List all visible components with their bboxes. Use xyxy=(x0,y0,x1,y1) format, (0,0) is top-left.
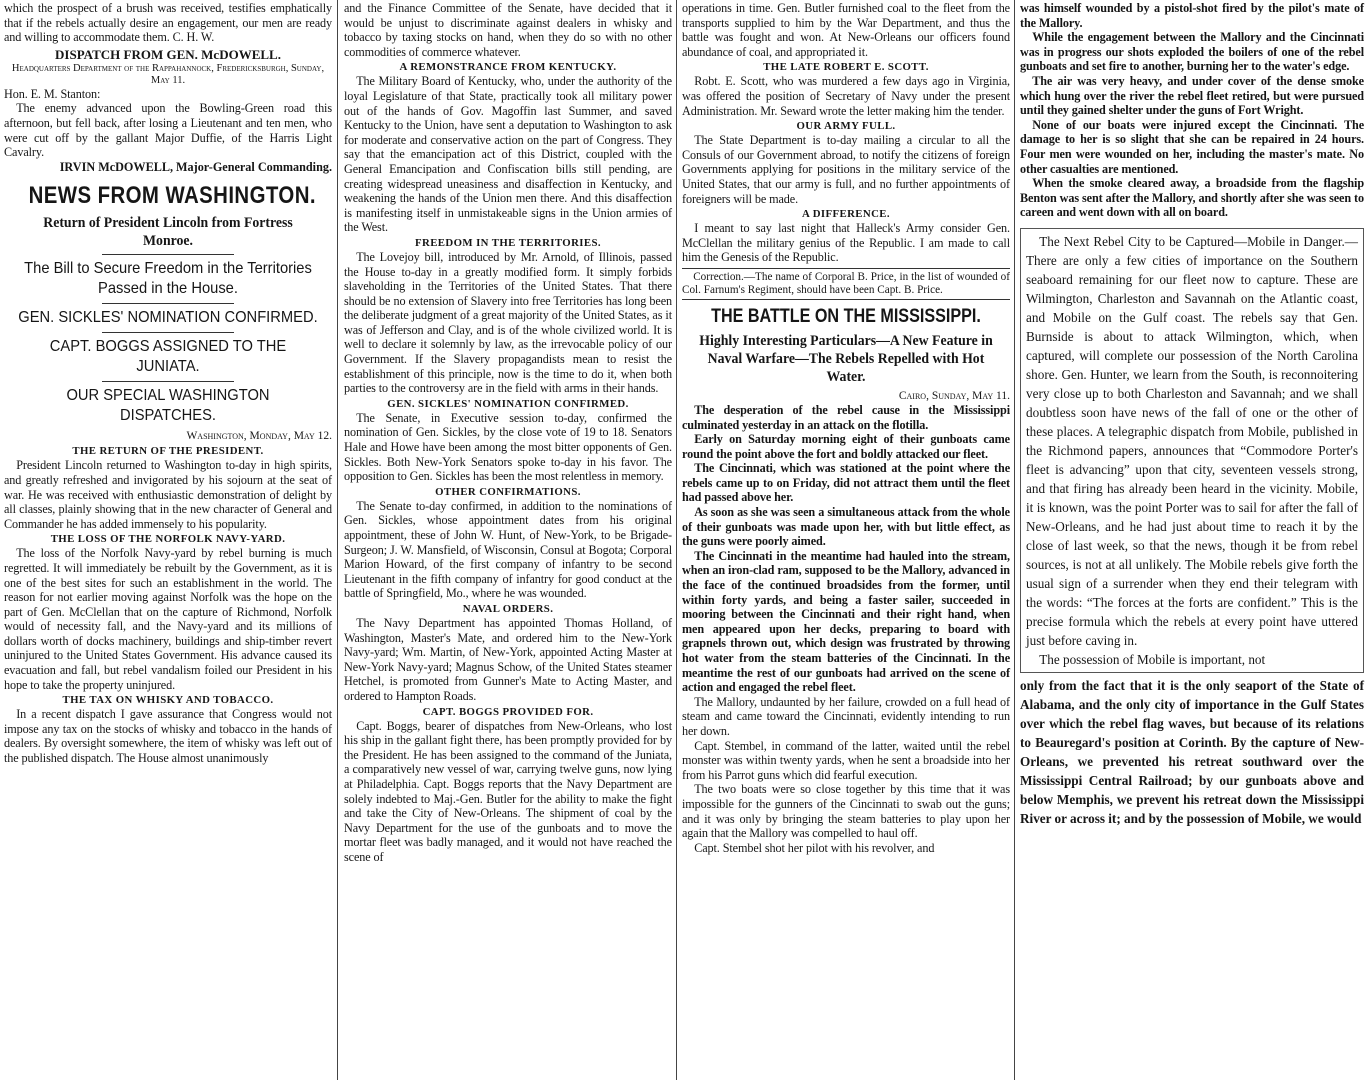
paragraph: Capt. Boggs, bearer of dispatches from New-Orleans, who lost his ship in the gallant fight there, has been promptly provided for by the President. He has been assigned to the command of the Juniata, a comparatively new vessel of war, carrying twelve guns, now lying at Philadelphia. Capt. Boggs reports that the Navy Department are solely indebted to Maj.-Gen. Butler for the ability to make the fight and take the City of New-Orleans. The shipment of coal by the Navy Department for the use of the gunboats and to move the mortar fleet was badly managed, and it would not have reached the scene of xyxy=(344,718,672,864)
section-heading: THE LATE ROBERT E. SCOTT. xyxy=(763,61,929,74)
column-1 xyxy=(0,0,336,767)
dateline: Cairo, Sunday, May 11. xyxy=(898,389,1010,402)
subheadline: The Bill to Secure Freedom in the Territories Passed in the House. xyxy=(24,260,312,298)
paragraph: The Mallory, undaunted by her failure, crowded on a full head of steam and came toward the Cincinnati, evidently intending to run her down. xyxy=(682,694,1010,738)
paragraph: which the prospect of a brush was received, testifies emphatically that if the rebels actually desire an engagement, our men are ready and willing to accommodate them. C. H. W. xyxy=(4,1,332,45)
section-heading: GEN. SICKLES' NOMINATION CONFIRMED. xyxy=(387,397,629,410)
paragraph: Early on Saturday morning eight of their gunboats came round the point above the fort and boldly attacked our fleet. xyxy=(682,432,1010,461)
section-heading: THE RETURN OF THE PRESIDENT. xyxy=(72,445,264,458)
column-3 xyxy=(678,0,1014,856)
paragraph: The Senate, in Executive session to-day, confirmed the nomination of Gen. Sickles, by the close vote of 19 to 18. Senators Hale and Howe have been among the most bitter opponents of Gen. Sickles. Both New-York Senators spoke to-day in his favor. The opposition to Gen. Sickles has been the most relentless in memory. xyxy=(344,410,672,484)
paragraph: Capt. Stembel shot her pilot with his revolver, and xyxy=(694,840,935,855)
paragraph: The desperation of the rebel cause in the Mississippi culminated yesterday in an attack on the flotilla. xyxy=(682,402,1010,432)
paragraph: The Senate to-day confirmed, in addition to the nominations of Gen. Sickles, whose appointment dates from his original appointment, these of John W. Hunt, of New-York, to be Brigade-Surgeon; J. W. Mansfield, of Wisconsin, Consul at Bogota; Corporal Marion Howard, of the first company of infantry to be second Lieutenant in the fifth company of infantry for good conduct at the battle of Springfield, Mo., where he was wounded. xyxy=(344,498,672,601)
subheadline: CAPT. BOGGS ASSIGNED TO THE JUNIATA. xyxy=(49,338,287,376)
column-divider xyxy=(1014,0,1015,1080)
headline: THE BATTLE ON THE MISSISSIPPI. xyxy=(711,305,981,327)
paragraph: The Navy Department has appointed Thomas Holland, of Washington, Master's Mate, and ordered him to the New-York Navy-yard; Wm. Martin, of New-York, appointed Acting Master at New-York Navy-yard; Magnus Schow, of the United States steamer Hetchel, is promoted from Gunner's Mate to Acting Master, and ordered to Hampton Roads. xyxy=(344,615,672,703)
separator xyxy=(102,254,233,255)
paragraph: was himself wounded by a pistol-shot fired by the pilot's mate of the Mallory. xyxy=(1020,1,1364,30)
paragraph: While the engagement between the Mallory and the Cincinnati was in progress our shots exploded the boilers of one of the rebel gunboats and set fire to another, burning her to the water's edge. xyxy=(1020,30,1364,74)
paragraph: only from the fact that it is the only seaport of the State of Alabama, and the only city of importance in the Gulf States over which the rebel flag waves, but because of its relations to Beauregard's position at Corinth. By the capture of New-Orleans, we prevented his retreat southward over the Mississippi Central Railroad; by our gunboats above and below Memphis, we prevent his retreat down the Mississippi River or across it; and by the possession of Mobile, we would xyxy=(1020,677,1364,826)
subheadline: Return of President Lincoln from Fortress Monroe. xyxy=(43,215,293,250)
paragraph: The Cincinnati in the meantime had hauled into the stream, when an iron-clad ram, supposed to be the Mallory, advanced in the face of the continued broadsides from the former, until within forty yards, and being a faster sailer, succeeded in mooring between the Cincinnati and their right hand, when men appeared upon her decks, preparing to board with grapnels thrown out, which design was frustrated by throwing hot water from the steam batteries of the Cincinnati. In the meantime the rest of our gunboats had arrived on the scene of action and engaged the rebel fleet. xyxy=(682,548,1010,695)
signature: IRVIN McDOWELL, Major-General Commanding. xyxy=(59,159,332,174)
section-heading: THE TAX ON WHISKY AND TOBACCO. xyxy=(62,694,274,707)
paragraph: I meant to say last night that Halleck's Army consider Gen. McClellan the military genius of the Republic. I am made to call him the Genesis of the Republic. xyxy=(682,221,1010,265)
headline: NEWS FROM WASHINGTON. xyxy=(28,182,316,210)
paragraph: Capt. Stembel, in command of the latter, waited until the rebel monster was within twenty yards, when he sent a broadside into her from his Parrot guns which did fearful execution. xyxy=(682,738,1010,782)
paragraph: operations in time. Gen. Butler furnished coal to the fleet from the transports supplied to him by the War Department, and thus the battle was fought and won. At New-Orleans our officers found abundance of coal, and appropriated it. xyxy=(682,1,1010,59)
paragraph: The loss of the Norfolk Navy-yard by rebel burning is much regretted. It will immediately be rebuilt by the Government, as it is one of the best sites for such an establishment in the world. The reason for not earlier moving against Norfolk was the hope on the part of Gen. McClellan that on the capture of Richmond, Norfolk would of necessity fall, and the Navy-yard and its millions of dollars worth of docks machinery, buildings and ship-timber revert uninjured to the United States Government. His advance caused its evacuation and fall, but rebel vandalism foiled our President in his hope to take the property uninjured. xyxy=(4,546,332,692)
column-divider xyxy=(676,0,677,1080)
subheadline: GEN. SICKLES' NOMINATION CONFIRMED. xyxy=(18,309,318,327)
section-heading: THE LOSS OF THE NORFOLK NAVY-YARD. xyxy=(50,533,286,546)
paragraph: In a recent dispatch I gave assurance that Congress would not impose any tax on the stocks of whisky and tobacco in the hands of dealers. By oversight somewhere, the item of whisky was left out of the published dispatch. The House almost unanimously xyxy=(4,707,332,766)
section-heading: DISPATCH FROM GEN. McDOWELL. xyxy=(55,46,281,62)
section-heading: A REMONSTRANCE FROM KENTUCKY. xyxy=(399,61,617,74)
correction-notice: Correction.—The name of Corporal B. Price, in the list of wounded of Col. Farnum's Regiment, should have been Capt. B. Price. xyxy=(682,268,1010,300)
paragraph: The Military Board of Kentucky, who, under the authority of the loyal Legislature of that State, practically took all military power out of the hands of Gov. Magoffin last Summer, and saved Kentucky to the Union, have sent a deputation to Washington to ask for moderate and conservative action on the part of Congress. They say that the emancipation act of this District, coupled with the General Emancipation and Confiscation bills still pending, are creating widespread uneasiness and disaffection in Kentucky, and weakening the hands of the Union men there. And this disaffection is manifesting itself in unmistakeable signs in the Union armies of the West. xyxy=(344,74,672,235)
paragraph: Robt. E. Scott, who was murdered a few days ago in Virginia, was offered the position of Secretary of Navy under the present Administration. Mr. Seward wrote the letter making him the tender. xyxy=(682,74,1010,118)
paragraph: None of our boats were injured except the Cincinnati. The damage to her is so slight that she can be repaired in 24 hours. Four men were wounded on her, including the master's mate. No other casualties are mentioned. xyxy=(1020,117,1364,176)
column-4 xyxy=(1016,0,1368,829)
paragraph: President Lincoln returned to Washington to-day in high spirits, and greatly refreshed and invigorated by his sojourn at the seat of war. He was received with enthusiastic demonstration of delight by all classes, plainly showing that in the new character of General and Commander he has added immensely to his popularity. xyxy=(4,458,332,531)
paragraph: The enemy advanced upon the Bowling-Green road this afternoon, but fell back, after losing a Lieutenant and ten men, who were cut off by the gallant Major Duffie, of the Harris Light Cavalry. xyxy=(4,101,332,160)
section-heading: A DIFFERENCE. xyxy=(802,208,890,221)
paragraph: The air was very heavy, and under cover of the dense smoke which hung over the river the rebel fleet retired, but were pursued until they gained shelter under the guns of Fort Wright. xyxy=(1020,73,1364,118)
dateline: Headquarters Department of the Rappahannock, Fredericksburgh, Sunday, May 11. xyxy=(11,62,325,86)
section-heading: CAPT. BOGGS PROVIDED FOR. xyxy=(422,705,594,718)
subheadline: OUR SPECIAL WASHINGTON DISPATCHES. xyxy=(66,387,270,425)
section-heading: FREEDOM IN THE TERRITORIES. xyxy=(415,236,601,249)
paragraph: Hon. E. M. Stanton: xyxy=(4,86,101,101)
paragraph: The Cincinnati, which was stationed at the point where the rebels came up to on Friday, did not attract them until the fleet had passed above her. xyxy=(682,461,1010,505)
paragraph: As soon as she was seen a simultaneous attack from the whole of their gunboats was made upon her, with but little effect, as the guns were poorly aimed. xyxy=(682,505,1010,549)
section-heading: OUR ARMY FULL. xyxy=(796,120,896,133)
paragraph: When the smoke cleared away, a broadside from the flagship Benton was sent after the Mallory, and shortly after she was seen to careen and went down with all on board. xyxy=(1020,176,1364,220)
paragraph: The two boats were so close together by this time that it was impossible for the gunners of the Cincinnati to swab out the guns; and it was only by bringing the steam batteries to play upon her again that the Mallory was compelled to haul off. xyxy=(682,782,1010,841)
separator xyxy=(102,381,233,382)
paragraph: The Lovejoy bill, introduced by Mr. Arnold, of Illinois, passed the House to-day in a greatly modified form. It simply forbids slaveholding in the Territories of the United States. That there should be no extension of Slavery into free Territories has long been the deliberate judgment of a great majority of the United States, as it was of Jefferson and Clay, and is of the whole civilized world. It is well to declare it solemnly by law, as the irrevocable policy of our Government. If the Slavery propagandists mean to resist the establishment of this principle, now is the time to do it, when both parties to the controversy are in the field with arms in their hands. xyxy=(344,249,672,396)
section-heading: NAVAL ORDERS. xyxy=(462,602,554,615)
column-divider xyxy=(337,0,338,1080)
separator xyxy=(102,332,233,333)
paragraph: The State Department is to-day mailing a circular to all the Consuls of our Government abroad, to notify the citizens of foreign Governments applying for positions in the military service of the United States, that our army is full, and no further appointments of foreigners will be made. xyxy=(682,133,1010,206)
section-heading: OTHER CONFIRMATIONS. xyxy=(435,485,581,498)
dateline: Washington, Monday, May 12. xyxy=(186,430,332,443)
paragraph: and the Finance Committee of the Senate, have decided that it would be unjust to discriminate against dealers in whisky and tobacco by taxing stocks on hand, when they do so with no other commodities of commerce whatever. xyxy=(344,1,672,59)
separator xyxy=(102,303,233,304)
column-2 xyxy=(340,0,676,865)
subheadline: Highly Interesting Particulars—A New Feature in Naval Warfare—The Rebels Repelled with Hot Water. xyxy=(699,332,993,385)
boxed-article: The Next Rebel City to be Captured—Mobile in Danger.—There are only a few cities of importance on the Southern seaboard remaining for our fleet now to capture. These are Wilmington, Charleston and Savannah on the Atlantic coast, and Mobile on the Gulf coast. The rebels say that Gen. Burnside is about to attack Wilmington, which, when captured, will complete our possession of the North Carolina shore. Gen. Hunter, we learn from the South, is reconnoitering very close up to both Charleston and Savannah; and we shall doubtless soon have news of the fall of one or the other of these places. A telegraphic dispatch from Mobile, published in the Richmond papers, announces that “Commodore Porter's fleet is advancing” upon that city, seventeen vessels strong, and that firing has already been heard in the vicinity. Mobile, it is known, was the point Porter was to sail for after the fall of New-Orleans, and he had just about time to reach it by the close of last week, so that the news, though it be from rebel sources, is not at all unlikely. The Mobile rebels give forth the usual sign of a surrender when they end their telegram with the words: “The forces at the forts are confident.” This is the precise formula which the rebels at every point have uttered just before caving in. The possession of Mobile is important, not xyxy=(1020,228,1364,673)
